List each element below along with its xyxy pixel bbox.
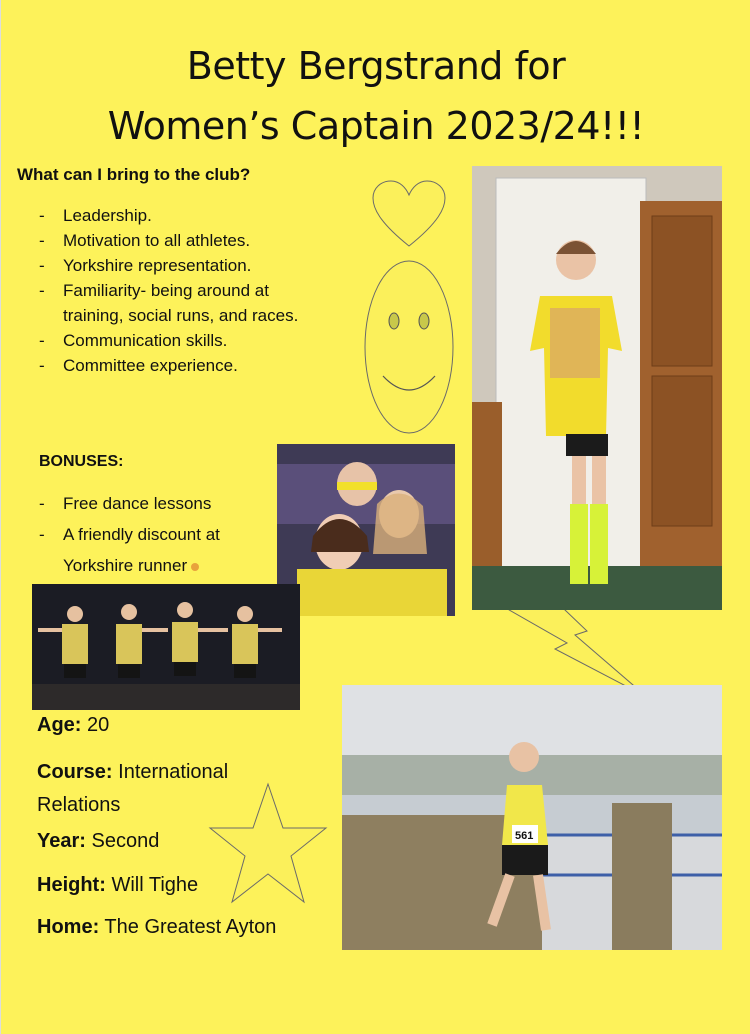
running-race-photo [342, 685, 722, 950]
fact-label: Year: [37, 830, 86, 852]
fact-label: Course: [37, 761, 113, 783]
list-item: - Free dance lessons [39, 488, 289, 519]
heart-icon [371, 180, 447, 248]
fact-label: Age: [37, 714, 82, 736]
fact-label: Height: [37, 874, 106, 896]
list-item: - Leadership. [39, 203, 329, 228]
fact-value: The Greatest Ayton [99, 916, 277, 938]
list-item: - Communication skills. [39, 328, 329, 353]
poster-title-line2: Women’s Captain 2023/24!!! [107, 104, 645, 148]
list-item: - Motivation to all athletes. [39, 228, 329, 253]
fact-label: Home: [37, 916, 100, 938]
list-item: - Yorkshire representation. [39, 253, 329, 278]
fact-home [37, 916, 276, 939]
dance-stage-image [32, 584, 300, 710]
bonuses-heading: BONUSES: [39, 453, 124, 470]
bonuses-list [39, 488, 289, 581]
group-selfie-image [277, 444, 455, 616]
fact-height [37, 874, 198, 897]
bring-heading: What can I bring to the club? [17, 165, 251, 184]
fact-value: 20 [81, 714, 110, 736]
bring-list [39, 203, 329, 378]
list-item [39, 519, 289, 581]
poster-title-line1: Betty Bergstrand for [186, 44, 566, 88]
running-race-image [342, 685, 722, 950]
fact-value: Second [85, 830, 160, 852]
list-item-text: A friendly discount at Yorkshire runner [63, 525, 220, 575]
fact-age [37, 714, 109, 737]
smile-emoji-icon [191, 563, 199, 571]
list-item: - Familiarity- being around at training, social runs, and races. [39, 278, 329, 328]
group-selfie-photo [277, 444, 455, 616]
standing-photo-image [472, 166, 722, 610]
fact-year [37, 830, 159, 853]
fact-value: International Relations [37, 761, 229, 816]
standing-photo [472, 166, 722, 610]
list-item: - Committee experience. [39, 353, 329, 378]
fact-course [37, 756, 297, 822]
smiley-face-icon [363, 258, 455, 436]
fact-value: Will Tighe [105, 874, 199, 896]
race-bib-number: 561 [515, 830, 534, 842]
dance-stage-photo [32, 584, 300, 710]
